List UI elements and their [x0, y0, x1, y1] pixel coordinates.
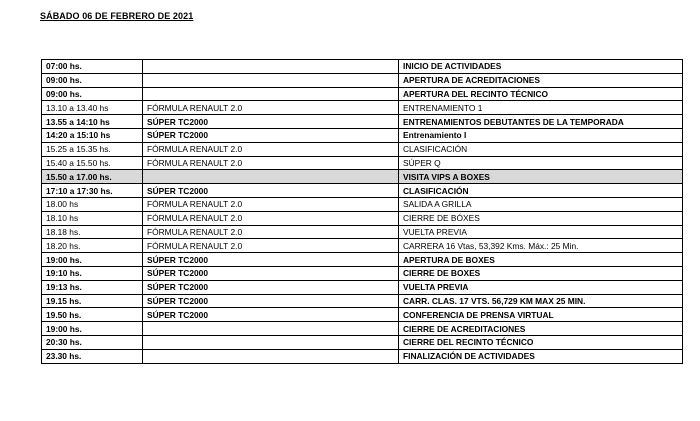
category-cell: [143, 60, 399, 74]
activity-cell: INICIO DE ACTIVIDADES: [399, 60, 683, 74]
category-cell: SÚPER TC2000: [143, 266, 399, 280]
table-row: [42, 294, 683, 308]
time-cell: 14:20 a 15:10 hs: [42, 128, 143, 142]
activity-cell: FINALIZACIÓN DE ACTIVIDADES: [399, 349, 683, 363]
category-cell: FÓRMULA RENAULT 2.0: [143, 225, 399, 239]
activity-cell: ENTRENAMIENTOS DEBUTANTES DE LA TEMPORADA: [399, 115, 683, 129]
time-cell: 23.30 hs.: [42, 349, 143, 363]
category-cell: FÓRMULA RENAULT 2.0: [143, 211, 399, 225]
activity-cell: CLASIFICACIÓN: [399, 184, 683, 198]
table-row: [42, 142, 683, 156]
activity-cell: CIERRE DEL RECINTO TÉCNICO: [399, 335, 683, 349]
activity-cell: Entrenamiento I: [399, 128, 683, 142]
time-cell: 18.20 hs.: [42, 239, 143, 253]
category-cell: SÚPER TC2000: [143, 253, 399, 267]
table-row: [42, 170, 683, 184]
activity-cell: ENTRENAMIENTO 1: [399, 101, 683, 115]
activity-cell: CIERRE DE BÓXES: [399, 211, 683, 225]
table-row: [42, 184, 683, 198]
table-row: [42, 211, 683, 225]
time-cell: 19:00 hs.: [42, 322, 143, 336]
table-row: [42, 322, 683, 336]
activity-cell: SÚPER Q: [399, 156, 683, 170]
activity-cell: VISITA VIPS A BOXES: [399, 170, 683, 184]
category-cell: [143, 349, 399, 363]
category-cell: SÚPER TC2000: [143, 184, 399, 198]
category-cell: [143, 322, 399, 336]
time-cell: 09:00 hs.: [42, 87, 143, 101]
table-row: [42, 349, 683, 363]
time-cell: 15.25 a 15.35 hs.: [42, 142, 143, 156]
category-cell: FÓRMULA RENAULT 2.0: [143, 142, 399, 156]
table-row: [42, 87, 683, 101]
category-cell: [143, 73, 399, 87]
time-cell: 15.50 a 17.00 hs.: [42, 170, 143, 184]
category-cell: [143, 335, 399, 349]
activity-cell: APERTURA DEL RECINTO TÉCNICO: [399, 87, 683, 101]
category-cell: FÓRMULA RENAULT 2.0: [143, 101, 399, 115]
category-cell: FÓRMULA RENAULT 2.0: [143, 239, 399, 253]
table-row: [42, 225, 683, 239]
time-cell: 20:30 hs.: [42, 335, 143, 349]
time-cell: 15.40 a 15.50 hs.: [42, 156, 143, 170]
activity-cell: VUELTA PREVIA: [399, 280, 683, 294]
category-cell: [143, 170, 399, 184]
schedule-table: [41, 59, 683, 364]
time-cell: 19.50 hs.: [42, 308, 143, 322]
activity-cell: CLASIFICACIÓN: [399, 142, 683, 156]
activity-cell: CIERRE DE BOXES: [399, 266, 683, 280]
activity-cell: APERTURA DE BOXES: [399, 253, 683, 267]
table-row: [42, 156, 683, 170]
time-cell: 09:00 hs.: [42, 73, 143, 87]
activity-cell: APERTURA DE ACREDITACIONES: [399, 73, 683, 87]
time-cell: 17:10 a 17:30 hs.: [42, 184, 143, 198]
category-cell: SÚPER TC2000: [143, 115, 399, 129]
table-row: [42, 128, 683, 142]
schedule-body: [42, 60, 683, 364]
table-row: [42, 115, 683, 129]
activity-cell: SALIDA A GRILLA: [399, 197, 683, 211]
time-cell: 18.18 hs.: [42, 225, 143, 239]
table-row: [42, 101, 683, 115]
category-cell: SÚPER TC2000: [143, 128, 399, 142]
time-cell: 19:13 hs.: [42, 280, 143, 294]
table-row: [42, 266, 683, 280]
page-title: SÁBADO 06 DE FEBRERO DE 2021: [40, 11, 194, 21]
table-row: [42, 308, 683, 322]
time-cell: 19.15 hs.: [42, 294, 143, 308]
table-row: [42, 73, 683, 87]
activity-cell: CARR. CLAS. 17 VTS. 56,729 KM MAX 25 MIN.: [399, 294, 683, 308]
time-cell: 19:10 hs.: [42, 266, 143, 280]
activity-cell: CARRERA 16 Vtas, 53,392 Kms. Máx.: 25 Min.: [399, 239, 683, 253]
time-cell: 13.55 a 14:10 hs: [42, 115, 143, 129]
table-row: [42, 280, 683, 294]
table-row: [42, 197, 683, 211]
table-row: [42, 335, 683, 349]
activity-cell: CONFERENCIA DE PRENSA VIRTUAL: [399, 308, 683, 322]
category-cell: [143, 87, 399, 101]
time-cell: 18.00 hs: [42, 197, 143, 211]
activity-cell: CIERRE DE ACREDITACIONES: [399, 322, 683, 336]
table-row: [42, 239, 683, 253]
activity-cell: VUELTA PREVIA: [399, 225, 683, 239]
table-row: [42, 60, 683, 74]
category-cell: FÓRMULA RENAULT 2.0: [143, 156, 399, 170]
category-cell: SÚPER TC2000: [143, 294, 399, 308]
time-cell: 18.10 hs: [42, 211, 143, 225]
category-cell: SÚPER TC2000: [143, 308, 399, 322]
time-cell: 07:00 hs.: [42, 60, 143, 74]
category-cell: SÚPER TC2000: [143, 280, 399, 294]
time-cell: 19:00 hs.: [42, 253, 143, 267]
table-row: [42, 253, 683, 267]
time-cell: 13.10 a 13.40 hs: [42, 101, 143, 115]
category-cell: FÓRMULA RENAULT 2.0: [143, 197, 399, 211]
